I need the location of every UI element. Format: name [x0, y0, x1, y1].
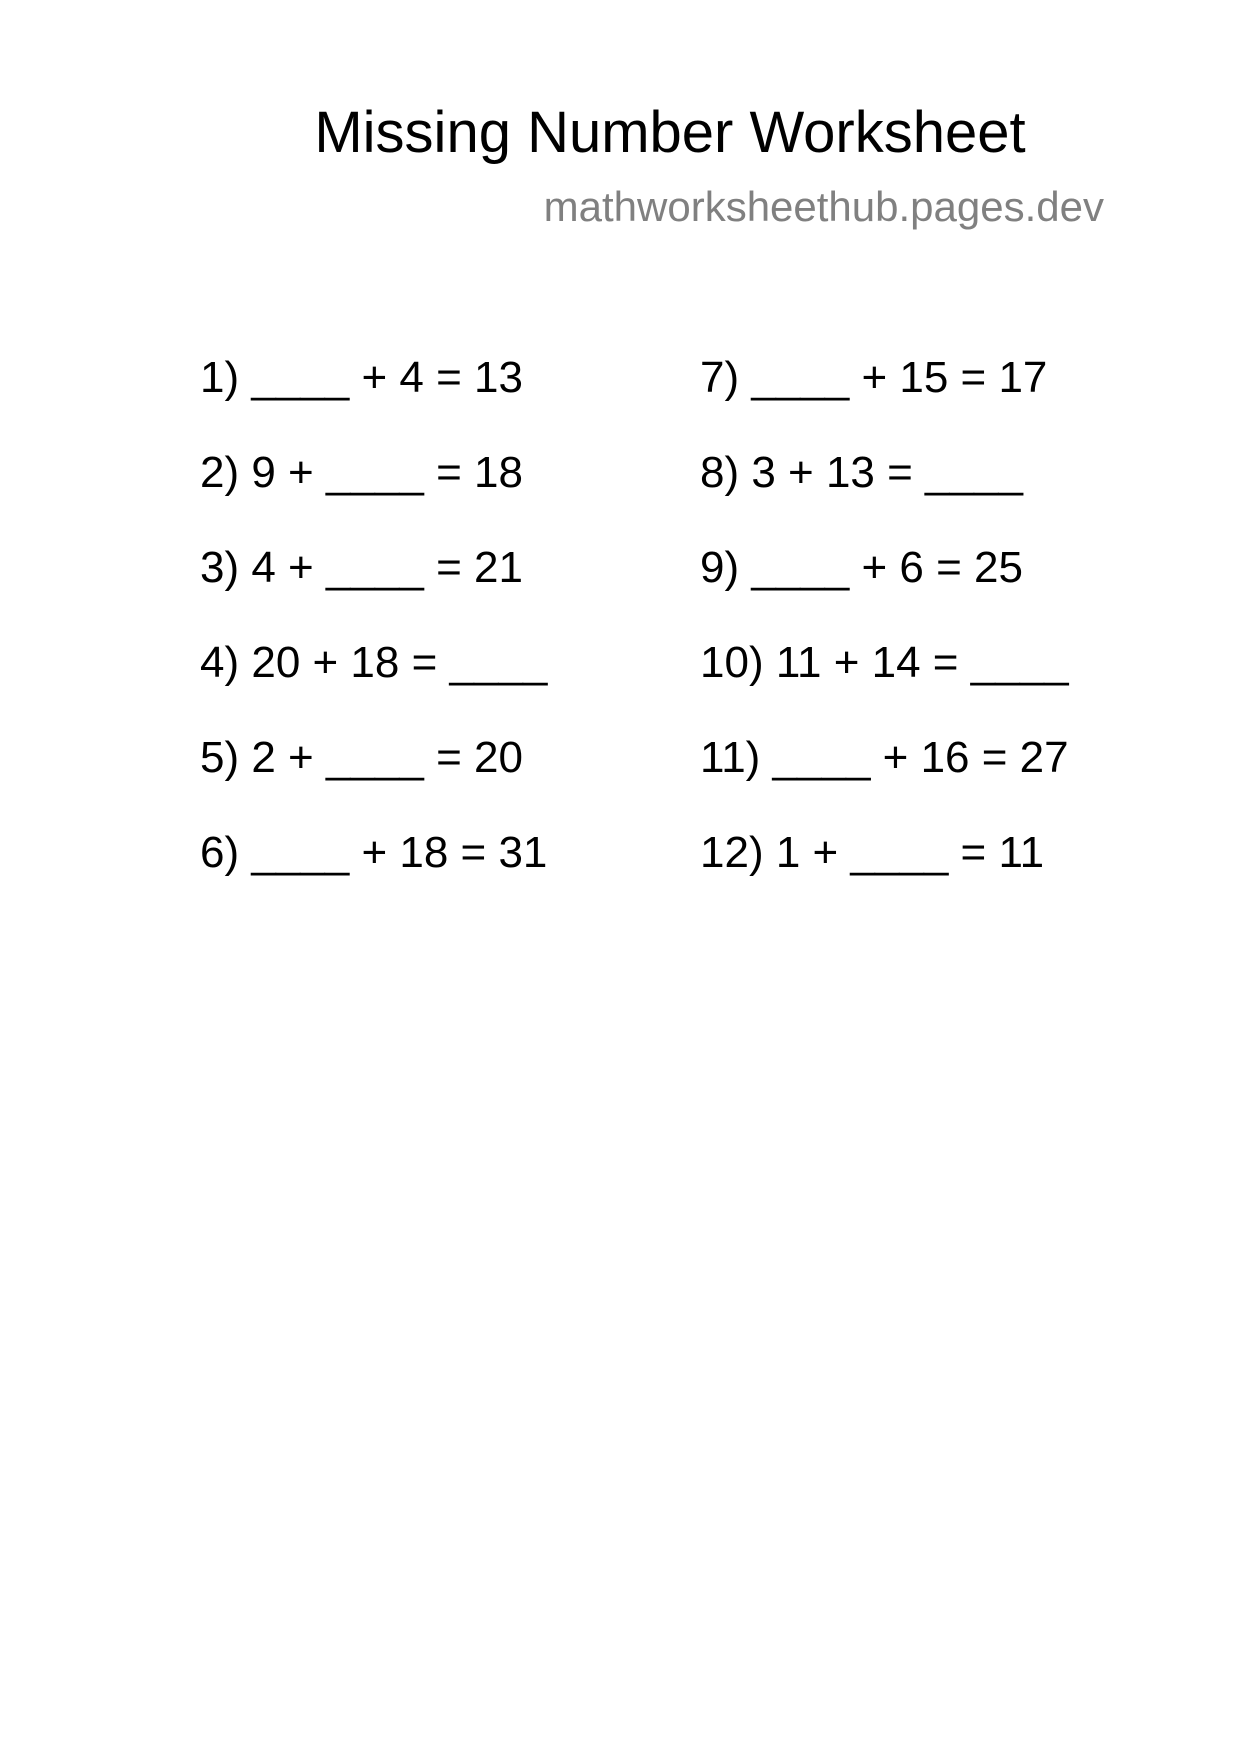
problem-5: 5) 2 + ____ = 20: [200, 733, 523, 782]
problem-2: 2) 9 + ____ = 18: [200, 448, 523, 497]
problem-column-right: [700, 350, 1069, 920]
problem-7: 7) ____ + 15 = 17: [700, 353, 1048, 402]
problem-6: 6) ____ + 18 = 31: [200, 828, 548, 877]
problem-9: 9) ____ + 6 = 25: [700, 543, 1023, 592]
problem-4: 4) 20 + 18 = ____: [200, 638, 548, 687]
problem-11: 11) ____ + 16 = 27: [700, 733, 1069, 782]
site-url: mathworksheethub.pages.dev: [543, 183, 1104, 230]
problem-8: 8) 3 + 13 = ____: [700, 448, 1023, 497]
worksheet-title: Missing Number Worksheet: [314, 100, 1026, 165]
problem-10: 10) 11 + 14 = ____: [700, 638, 1069, 687]
problem-column-left: [200, 350, 547, 920]
problem-3: 3) 4 + ____ = 21: [200, 543, 523, 592]
problem-12: 12) 1 + ____ = 11: [700, 828, 1045, 877]
problem-1: 1) ____ + 4 = 13: [200, 353, 523, 402]
